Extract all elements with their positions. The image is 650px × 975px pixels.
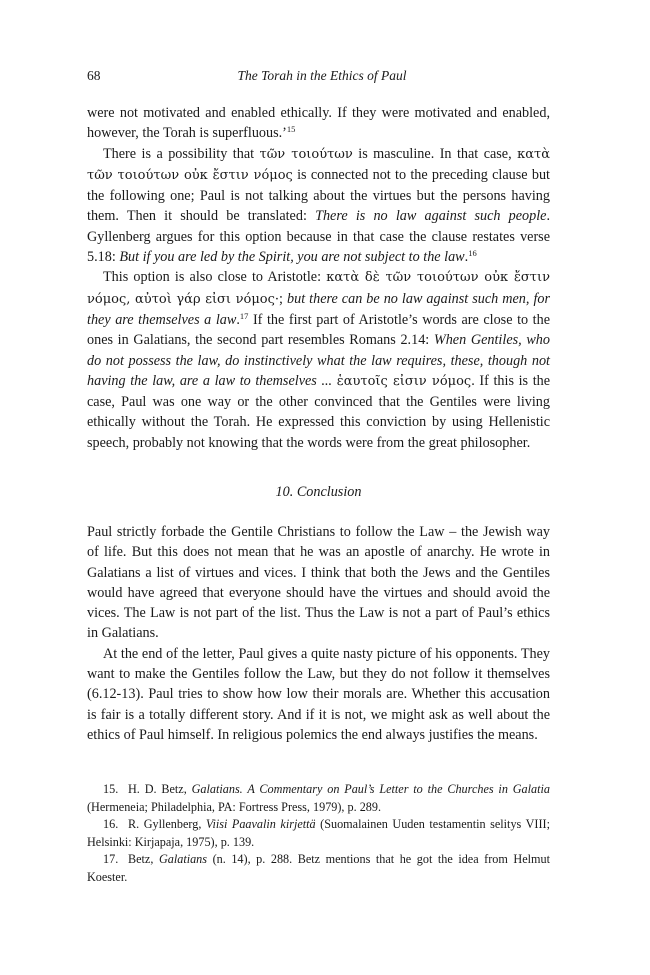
paragraph-aristotle	[87, 267, 550, 453]
paragraph-text: were not motivated and enabled ethically. If they were motivated and enabled, however, the Torah is superfluous.’	[87, 105, 550, 142]
text-run: (Hermeneia; Philadelphia, PA: Fortress Press, 1979), p. 289.	[87, 799, 382, 814]
footnote-ref-16[interactable]: 16	[468, 248, 477, 259]
paragraph-continuation	[87, 103, 550, 144]
text-run: (Suomalainen Uuden testamentin selitys VIII; Helsinki: Kirjapaja, 1975), p. 139.	[87, 817, 550, 849]
text-run: There is a possibility that	[103, 145, 260, 162]
footnote-number: 16.	[103, 817, 119, 832]
italic-translation: There is no law against such people	[315, 208, 547, 225]
section-heading: 10. Conclusion	[275, 484, 362, 500]
text-run: ;	[279, 290, 288, 307]
text-run: If the first part of Aristotle’s words are close to the ones in Galatians, the second part resembles Romans 2.14:	[87, 311, 551, 349]
text-run: Betz,	[128, 852, 159, 867]
text-run: R. Gyllenberg,	[128, 817, 206, 832]
italic-title: Viisi Paavalin kirjettä	[205, 817, 316, 832]
footnote-17	[87, 851, 550, 886]
italic-title: Galatians. A Commentary on Paul’s Letter to the Churches in Galatia	[191, 782, 550, 796]
greek-text: ἑαυτοῖς εἰσιν νόμος	[336, 373, 472, 389]
italic-title: Galatians	[158, 852, 208, 867]
body-section-one	[87, 103, 550, 453]
greek-text: κατὰ τῶν τοιούτων οὐκ ἔστιν νόμος	[87, 146, 550, 183]
footnote-ref-15[interactable]: 15	[286, 124, 296, 135]
page-number: 68	[87, 68, 101, 83]
paragraph-conclusion-1: Paul strictly forbade the Gentile Christians to follow the Law – the Jewish way of life. But this does not mean that he was an apostle of anarchy. He wrote in Galatians a list of virtues and vices. I think that both the Jews and the Gentiles would have agreed that everyone should have the virtues and should avoid the vices. The Law is not part of the list. Thus the Law is not a part of Paul’s ethics in Galatians.	[87, 524, 550, 642]
text-run: .	[464, 249, 469, 266]
italic-quote: But if you are led by the Spirit, you are not subject to the law	[119, 249, 465, 266]
text-run: This option is also close to Aristotle:	[103, 269, 327, 286]
greek-text: τῶν τοιούτων	[259, 146, 353, 162]
footnote-15	[87, 781, 550, 816]
footnote-number: 15.	[103, 782, 119, 796]
text-run: H. D. Betz,	[128, 782, 192, 796]
footnote-number: 17.	[103, 852, 119, 867]
paragraph-conclusion-2: At the end of the letter, Paul gives a quite nasty picture of his opponents. They want to make the Gentiles follow the Law, but they do not follow it themselves (6.12-13). Paul tries to show how low their morals are. Whether this accusation is fair is a totally different story. And if it is not, we might ask as well about the ethics of Paul himself. In religious polemics the end always justifies the means.	[87, 645, 550, 743]
greek-text: κατὰ δὲ τῶν τοιούτων οὐκ ἔστιν νόμος, αὐτοὶ γάρ εἰσι νόμος·	[87, 270, 550, 307]
italic-translation: but there can be no law against such men, for they are themselves a law	[87, 290, 550, 328]
body-conclusion	[87, 522, 550, 745]
footnote-16	[87, 816, 550, 851]
text-run: is connected not to the preceding clause but the following one; Paul is not talking about the virtues but the persons having them. Then it should be translated:	[87, 166, 550, 225]
footnotes	[87, 781, 550, 887]
text-run: . If this is the case, Paul was one way or the other convinced that the Gentiles were living ethically without the Torah. He expressed this conviction by using Hellenistic speech, probably not knowing that the words were from the great philosopher.	[87, 372, 551, 451]
paragraph-masculine-option	[87, 144, 550, 268]
text-run: (n. 14), p. 288. Betz mentions that he got the idea from Helmut Koester.	[87, 852, 550, 884]
text-run: . Gyllenberg argues for this option because in that case the clause restates verse 5.18:	[87, 208, 551, 266]
running-title: The Torah in the Ethics of Paul	[237, 68, 407, 83]
italic-quote: When Gentiles, who do not possess the law, do instinctively what the law requires, these, though not having the law, are a law to themselves ...	[87, 332, 550, 389]
text-run: is masculine. In that case,	[352, 145, 518, 162]
text-run: .	[236, 311, 240, 328]
running-header	[87, 68, 557, 86]
footnote-ref-17[interactable]: 17	[239, 310, 249, 321]
